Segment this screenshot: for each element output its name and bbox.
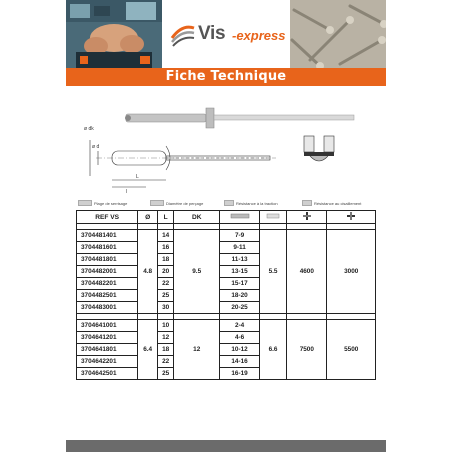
grip-range-cell: 11-13 (220, 254, 260, 266)
brand-suffix: -express (232, 28, 286, 43)
label-L: L (136, 174, 139, 180)
brand-name: Vis (198, 23, 226, 44)
ref-cell: 3704482501 (77, 290, 138, 302)
grip-range-cell: 7-9 (220, 230, 260, 242)
length-cell: 20 (158, 266, 174, 278)
grip-range-cell: 14-16 (220, 356, 260, 368)
ref-cell: 3704481601 (77, 242, 138, 254)
ref-cell: 3704642501 (77, 368, 138, 380)
label-d: ø d (92, 144, 100, 150)
workshop-photo (66, 0, 162, 68)
drill-diameter-icon (150, 200, 164, 206)
rivet-diagram (66, 100, 386, 195)
ref-cell: 3704482001 (77, 266, 138, 278)
header-grip-range (220, 211, 260, 224)
table-row (77, 230, 376, 242)
drill-diameter-cell: 6.6 (259, 320, 286, 380)
length-cell: 18 (158, 254, 174, 266)
header-tensile-strength (287, 211, 327, 224)
header-diameter: Ø (138, 211, 158, 224)
grip-range-icon (230, 213, 250, 219)
swoosh-icon (170, 22, 196, 48)
rivet-cross-section (304, 136, 334, 161)
length-cell: 25 (158, 290, 174, 302)
legend-tensile-strength: Résistance à la traction (224, 200, 278, 208)
ref-cell: 3704641201 (77, 332, 138, 344)
ref-cell: 3704483001 (77, 302, 138, 314)
header-ref: REF VS (77, 211, 138, 224)
ref-cell: 3704482201 (77, 278, 138, 290)
drill-diameter-icon (266, 213, 280, 219)
legend-shear-strength: Résistance au cisaillement (302, 200, 361, 208)
table-row (77, 320, 376, 332)
grip-range-cell: 2-4 (220, 320, 260, 332)
header-length: L (158, 211, 174, 224)
grip-range-cell: 9-11 (220, 242, 260, 254)
ref-cell: 3704641001 (77, 320, 138, 332)
shear-strength-cell: 3000 (327, 230, 376, 314)
tensile-strength-cell: 7500 (287, 320, 327, 380)
screws-photo (290, 0, 386, 68)
grip-range-cell: 16-19 (220, 368, 260, 380)
grip-range-cell: 4-6 (220, 332, 260, 344)
grip-range-cell: 13-15 (220, 266, 260, 278)
grip-range-cell: 18-20 (220, 290, 260, 302)
tensile-strength-cell: 4600 (287, 230, 327, 314)
rivet-drawing (90, 140, 276, 187)
legend-drill-diameter: Diamètre de perçage (150, 200, 203, 208)
length-cell: 22 (158, 278, 174, 290)
tensile-strength-icon (224, 200, 234, 206)
rivet-photo (125, 108, 354, 128)
grip-range-cell: 20-25 (220, 302, 260, 314)
tensile-strength-icon (301, 211, 313, 221)
grip-range-cell: 15-17 (220, 278, 260, 290)
length-cell: 22 (158, 356, 174, 368)
legend-grip-range: Plage de serrisage (78, 200, 127, 208)
shear-strength-icon (302, 200, 312, 206)
dk-cell: 9.5 (174, 230, 220, 314)
length-cell: 25 (158, 368, 174, 380)
datasheet (66, 0, 386, 452)
diameter-cell: 4.8 (138, 230, 158, 314)
shear-strength-icon (345, 211, 357, 221)
length-cell: 14 (158, 230, 174, 242)
grip-range-icon (78, 200, 92, 206)
length-cell: 18 (158, 344, 174, 356)
grip-range-cell: 10-12 (220, 344, 260, 356)
label-l: l (126, 189, 128, 195)
page-title: Fiche Technique (66, 68, 386, 86)
header-shear-strength (327, 211, 376, 224)
ref-cell: 3704481401 (77, 230, 138, 242)
dk-cell: 12 (174, 320, 220, 380)
header-dk: DK (174, 211, 220, 224)
label-dk: ø dk (84, 126, 94, 132)
drill-diameter-cell: 5.5 (259, 230, 286, 314)
brand-logo (170, 22, 286, 50)
diameter-cell: 6.4 (138, 320, 158, 380)
specification-table (76, 210, 376, 380)
ref-cell: 3704481801 (77, 254, 138, 266)
header (66, 0, 386, 68)
length-cell: 30 (158, 302, 174, 314)
footer-bar (66, 440, 386, 452)
length-cell: 12 (158, 332, 174, 344)
legend (66, 198, 386, 210)
shear-strength-cell: 5500 (327, 320, 376, 380)
length-cell: 10 (158, 320, 174, 332)
ref-cell: 3704641801 (77, 344, 138, 356)
length-cell: 16 (158, 242, 174, 254)
header-drill-diameter (259, 211, 286, 224)
ref-cell: 3704642201 (77, 356, 138, 368)
